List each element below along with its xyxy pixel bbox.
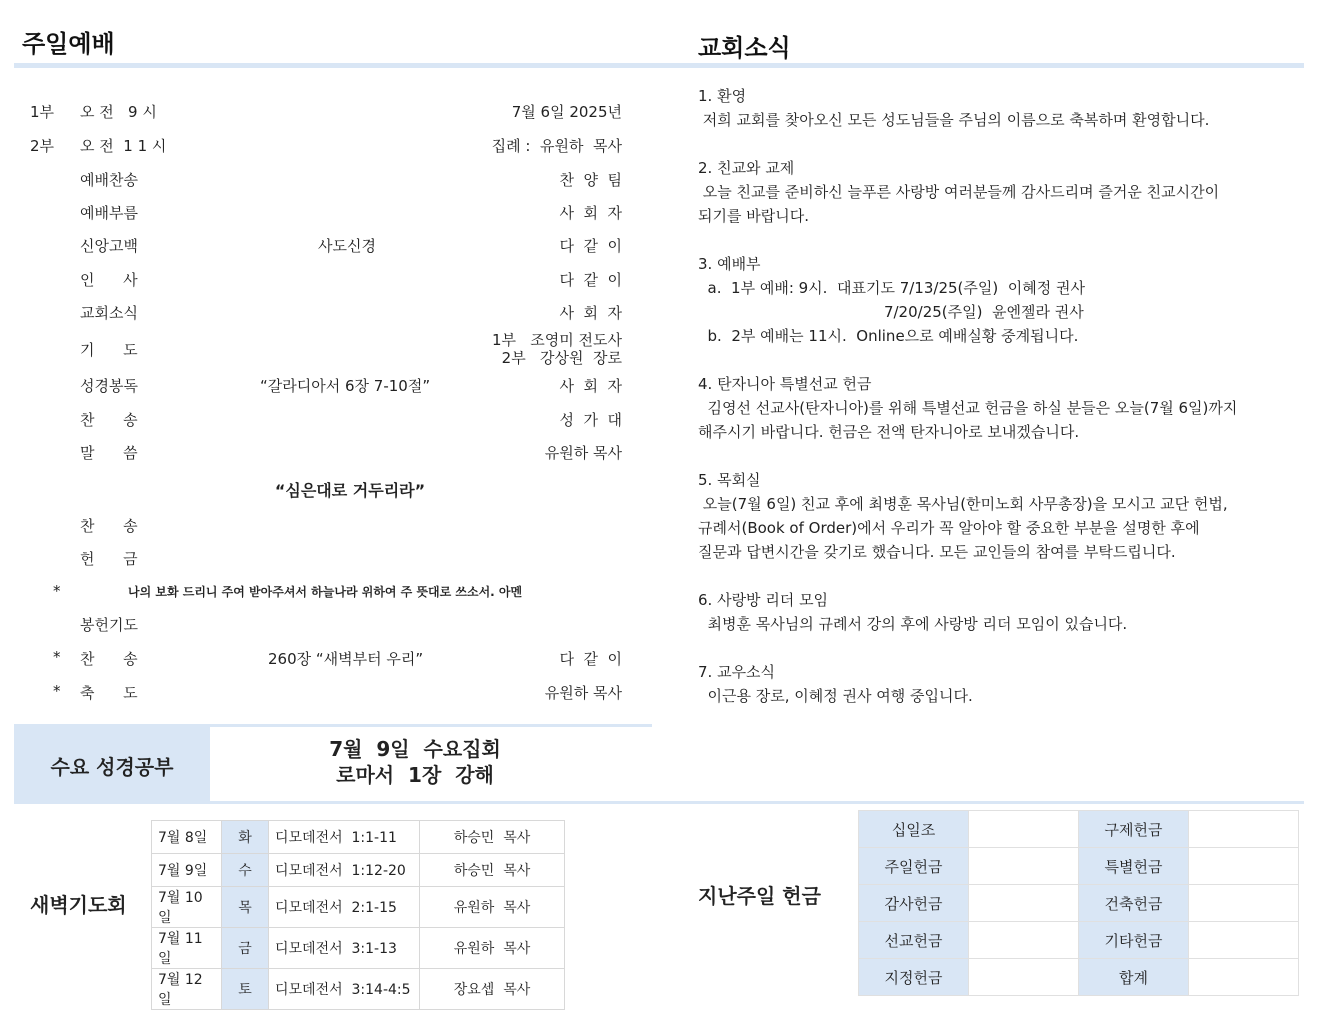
order-leader: 다 같 이 <box>559 650 622 668</box>
dawn-leader: 장요셉 목사 <box>420 969 565 1010</box>
news-body: 1. 환영 저희 교회를 찾아오신 모든 성도님들을 주님의 이름으로 축복하며 환영합니다. 2. 친교와 교제 오늘 친교를 준비하신 늘푸른 사랑방 여러분들께 감사드리며 즐거운 친교시간이 되기를 바랍니다. 3. 예배부 a. 1부 예배: 9시. 대표기도 7/13/25(주일) 이혜정 권사 7/20/25(주일) 윤엔젤라 권사 b. 2부 예배는 11시. Online으로 예배실황 중계됩니다. 4. 탄자니아 특별선교 헌금 김영선 선교사(탄자니아)를 위해 특별선교 헌금을 하실 분들은 오늘(7월 6일)까지 해주시기 바랍니다. 헌금은 전액 탄자니아로 보내겠습니다. 5. 목회실 오늘(7월 6일) 친교 후에 최병훈 목사님(한미노회 사무총장)을 모시고 교단 헌법, 규례서(Book of Order)에서 우리가 꼭 알아야 할 중요한 부분을 설명한 후에 질문과 답변시간을 갖기로 했습니다. 모든 교인들의 참여를 부탁드립니다. 6. 사랑방 리더 모임 최병훈 목사님의 규례서 강의 후에 사랑방 리더 모임이 있습니다. 7. 교우소식 이근용 장로, 이혜정 권사 여행 중입니다. <box>698 87 1238 705</box>
wednesday-line2: 로마서 1장 강해 <box>336 763 494 787</box>
order-item: 축 도 <box>80 684 138 702</box>
service2-time: 오 전 1 1 시 <box>80 137 167 155</box>
dawn-day: 토 <box>222 969 269 1010</box>
offering-prayer-text: 나의 보화 드리니 주여 받아주셔서 하늘나라 위하여 주 뜻대로 쓰소서. 아멘 <box>128 585 523 599</box>
offering-label-right: 합계 <box>1079 959 1189 996</box>
wednesday-line1: 7월 9일 수요집회 <box>329 737 501 761</box>
dawn-date: 7월 8일 <box>152 821 222 854</box>
order-leader: 사 회 자 <box>559 377 622 395</box>
table-row <box>859 885 1299 922</box>
dawn-text: 디모데전서 1:12-20 <box>269 854 420 887</box>
dawn-date: 7월 12일 <box>152 969 222 1010</box>
offering-label: 지난주일 헌금 <box>698 884 821 908</box>
table-row <box>859 959 1299 996</box>
order-item: 성경봉독 <box>80 377 138 395</box>
order-leader: 유원하 목사 <box>544 444 622 462</box>
order-item: 찬 송 <box>80 411 138 429</box>
dawn-table <box>151 820 565 1010</box>
dawn-day: 수 <box>222 854 269 887</box>
dawn-leader: 유원하 목사 <box>420 887 565 928</box>
order-item: 헌 금 <box>80 550 138 568</box>
dawn-day: 목 <box>222 887 269 928</box>
offering-amount[interactable] <box>1189 848 1299 885</box>
dawn-day: 화 <box>222 821 269 854</box>
order-star: * <box>53 648 61 666</box>
offering-amount[interactable] <box>1189 811 1299 848</box>
offering-label-left: 감사헌금 <box>859 885 969 922</box>
table-row <box>859 811 1299 848</box>
dawn-label: 새벽기도회 <box>30 893 127 917</box>
dawn-text: 디모데전서 1:1-11 <box>269 821 420 854</box>
offering-label-right: 구제헌금 <box>1079 811 1189 848</box>
dawn-text: 디모데전서 2:1-15 <box>269 887 420 928</box>
order-item: 교회소식 <box>80 304 138 322</box>
offering-amount[interactable] <box>1189 959 1299 996</box>
offering-label-left: 주일헌금 <box>859 848 969 885</box>
order-item: 찬 송 <box>80 517 138 535</box>
offering-amount[interactable] <box>1189 922 1299 959</box>
order-leader: 성 가 대 <box>559 411 622 429</box>
wednesday-label: 수요 성경공부 <box>14 727 210 803</box>
service2-label: 2부 <box>30 137 55 155</box>
offering-table <box>858 810 1299 996</box>
order-item: 말 씀 <box>80 444 138 462</box>
service1-label: 1부 <box>30 103 55 121</box>
order-item: 기 도 <box>80 341 138 359</box>
table-row <box>152 821 565 854</box>
bottom-divider <box>14 801 1304 804</box>
news-title: 교회소식 <box>698 34 791 62</box>
offering-label-left: 선교헌금 <box>859 922 969 959</box>
table-row <box>152 928 565 969</box>
dawn-text: 디모데전서 3:1-13 <box>269 928 420 969</box>
dawn-date: 7월 11일 <box>152 928 222 969</box>
order-item: 예배부름 <box>80 204 138 222</box>
presider: 집례 : 유원하 목사 <box>491 137 622 155</box>
worship-title: 주일예배 <box>22 30 115 58</box>
order-item: 봉헌기도 <box>80 616 138 634</box>
order-item: 예배찬송 <box>80 171 138 189</box>
offering-prayer-star: * <box>53 582 61 600</box>
dawn-leader: 유원하 목사 <box>420 928 565 969</box>
order-leader: 사 회 자 <box>559 204 622 222</box>
offering-amount[interactable] <box>969 885 1079 922</box>
table-row <box>152 887 565 928</box>
offering-label-left: 십일조 <box>859 811 969 848</box>
service-date: 7월 6일 2025년 <box>511 103 622 121</box>
service1-time: 오 전 9 시 <box>80 103 157 121</box>
dawn-leader: 하승민 목사 <box>420 854 565 887</box>
order-center: 260장 “새벽부터 우리” <box>268 650 424 668</box>
order-center: “갈라디아서 6장 7-10절” <box>260 377 431 395</box>
table-row <box>152 854 565 887</box>
offering-amount[interactable] <box>969 922 1079 959</box>
offering-amount[interactable] <box>969 811 1079 848</box>
offering-amount[interactable] <box>969 848 1079 885</box>
dawn-day: 금 <box>222 928 269 969</box>
header-divider <box>14 63 1304 68</box>
order-center: 사도신경 <box>318 237 376 255</box>
order-leader: 다 같 이 <box>559 237 622 255</box>
order-leader: 1부 조영미 전도사 <box>491 331 622 349</box>
order-leader: 다 같 이 <box>559 271 622 289</box>
dawn-text: 디모데전서 3:14-4:5 <box>269 969 420 1010</box>
offering-label-left: 지정헌금 <box>859 959 969 996</box>
table-row <box>152 969 565 1010</box>
order-item: 인 사 <box>80 271 138 289</box>
table-row <box>859 848 1299 885</box>
offering-amount[interactable] <box>969 959 1079 996</box>
offering-label-right: 기타헌금 <box>1079 922 1189 959</box>
offering-amount[interactable] <box>1189 885 1299 922</box>
order-leader: 유원하 목사 <box>544 684 622 702</box>
wednesday-info <box>210 736 620 788</box>
dawn-leader: 하승민 목사 <box>420 821 565 854</box>
offering-label-right: 특별헌금 <box>1079 848 1189 885</box>
order-item: 찬 송 <box>80 650 138 668</box>
dawn-date: 7월 9일 <box>152 854 222 887</box>
dawn-date: 7월 10일 <box>152 887 222 928</box>
order-star: * <box>53 682 61 700</box>
table-row <box>859 922 1299 959</box>
order-leader-2: 2부 강상원 장로 <box>501 349 622 367</box>
order-leader: 찬 양 팀 <box>559 171 622 189</box>
sermon-title: “심은대로 거두리라” <box>274 481 426 500</box>
offering-label-right: 건축헌금 <box>1079 885 1189 922</box>
order-leader: 사 회 자 <box>559 304 622 322</box>
order-item: 신앙고백 <box>80 237 138 255</box>
